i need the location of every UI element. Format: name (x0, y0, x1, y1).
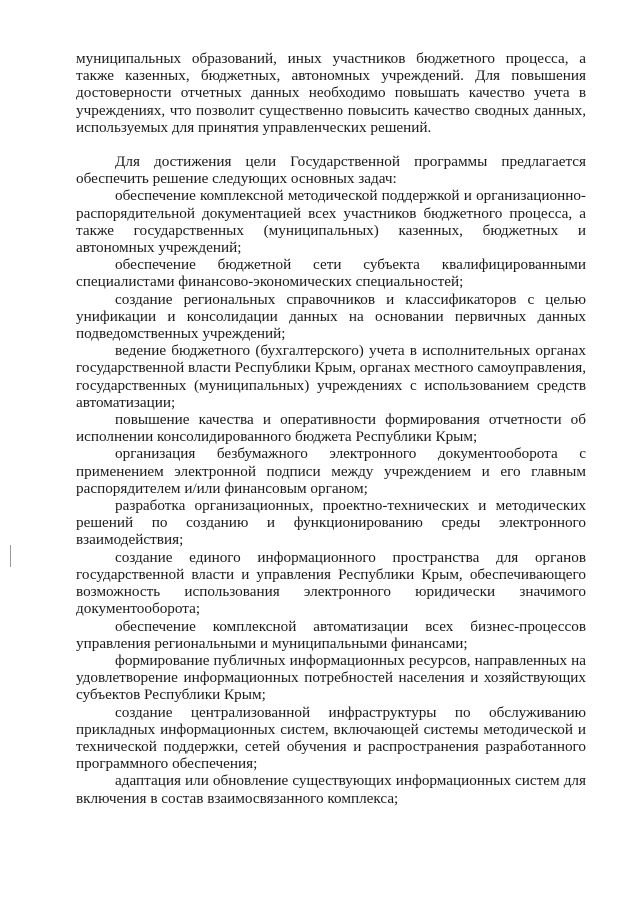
task-item: формирование публичных информационных ресурсов, направленных на удовлетворение информационных потребностей населения и хозяйствующих субъектов Республики Крым; (76, 651, 586, 704)
task-item: ведение бюджетного (бухгалтерского) учета в исполнительных органах государственной власти Республики Крым, органах местного самоуправления, государственных (муниципальных) учреждениях с использованием средств автоматизации; (76, 342, 586, 411)
task-item: создание региональных справочников и классификаторов с целью унификации и консолидации данных на основании первичных данных подведомственных учреждений; (76, 290, 586, 343)
task-item: организация безбумажного электронного документооборота с применением электронной подписи между учреждением и его главным распорядителем и/или финансовым органом; (76, 445, 586, 497)
task-item: адаптация или обновление существующих информационных систем для включения в состав взаимосвязанного комплекса; (76, 772, 586, 807)
task-item: обеспечение комплексной методической поддержкой и организационно-распорядительной документацией всех участников бюджетного процесса, а также государственных (муниципальных) казенных, бюджетных и автономных учреждений; (76, 187, 586, 257)
paragraph-goal-tasks: Для достижения цели Государственной программы предлагается обеспечить решение следующих основных задач: (76, 153, 586, 188)
paragraph-intro-continuation: муниципальных образований, иных участников бюджетного процесса, а также казенных, бюджетных, автономных учреждений. Для повышения достоверности отчетных данных необходимо повышать качество учета в учреждениях, что позволит существенно повысить качество сводных данных, используемых для принятия управленческих решений. (76, 50, 586, 136)
task-item: создание единого информационного пространства для органов государственной власти и управления Республики Крым, обеспечивающего возможность использования электронного юридически значимого документооборота; (76, 548, 586, 618)
task-item: разработка организационных, проектно-технических и методических решений по созданию и функционированию среды электронного взаимодействия; (76, 497, 586, 549)
document-body (76, 50, 586, 807)
task-item: обеспечение комплексной автоматизации всех бизнес-процессов управления региональными и муниципальными финансами; (76, 617, 586, 652)
task-item: обеспечение бюджетной сети субъекта квалифицированными специалистами финансово-экономических специальностей; (76, 256, 586, 291)
margin-mark (10, 545, 11, 567)
task-item: создание централизованной инфраструктуры по обслуживанию прикладных информационных систем, включающей системы методической и технической поддержки, сетей обучения и распространения разработанного программного обеспечения; (76, 703, 586, 773)
task-item: повышение качества и оперативности формирования отчетности об исполнении консолидированного бюджета Республики Крым; (76, 411, 586, 446)
